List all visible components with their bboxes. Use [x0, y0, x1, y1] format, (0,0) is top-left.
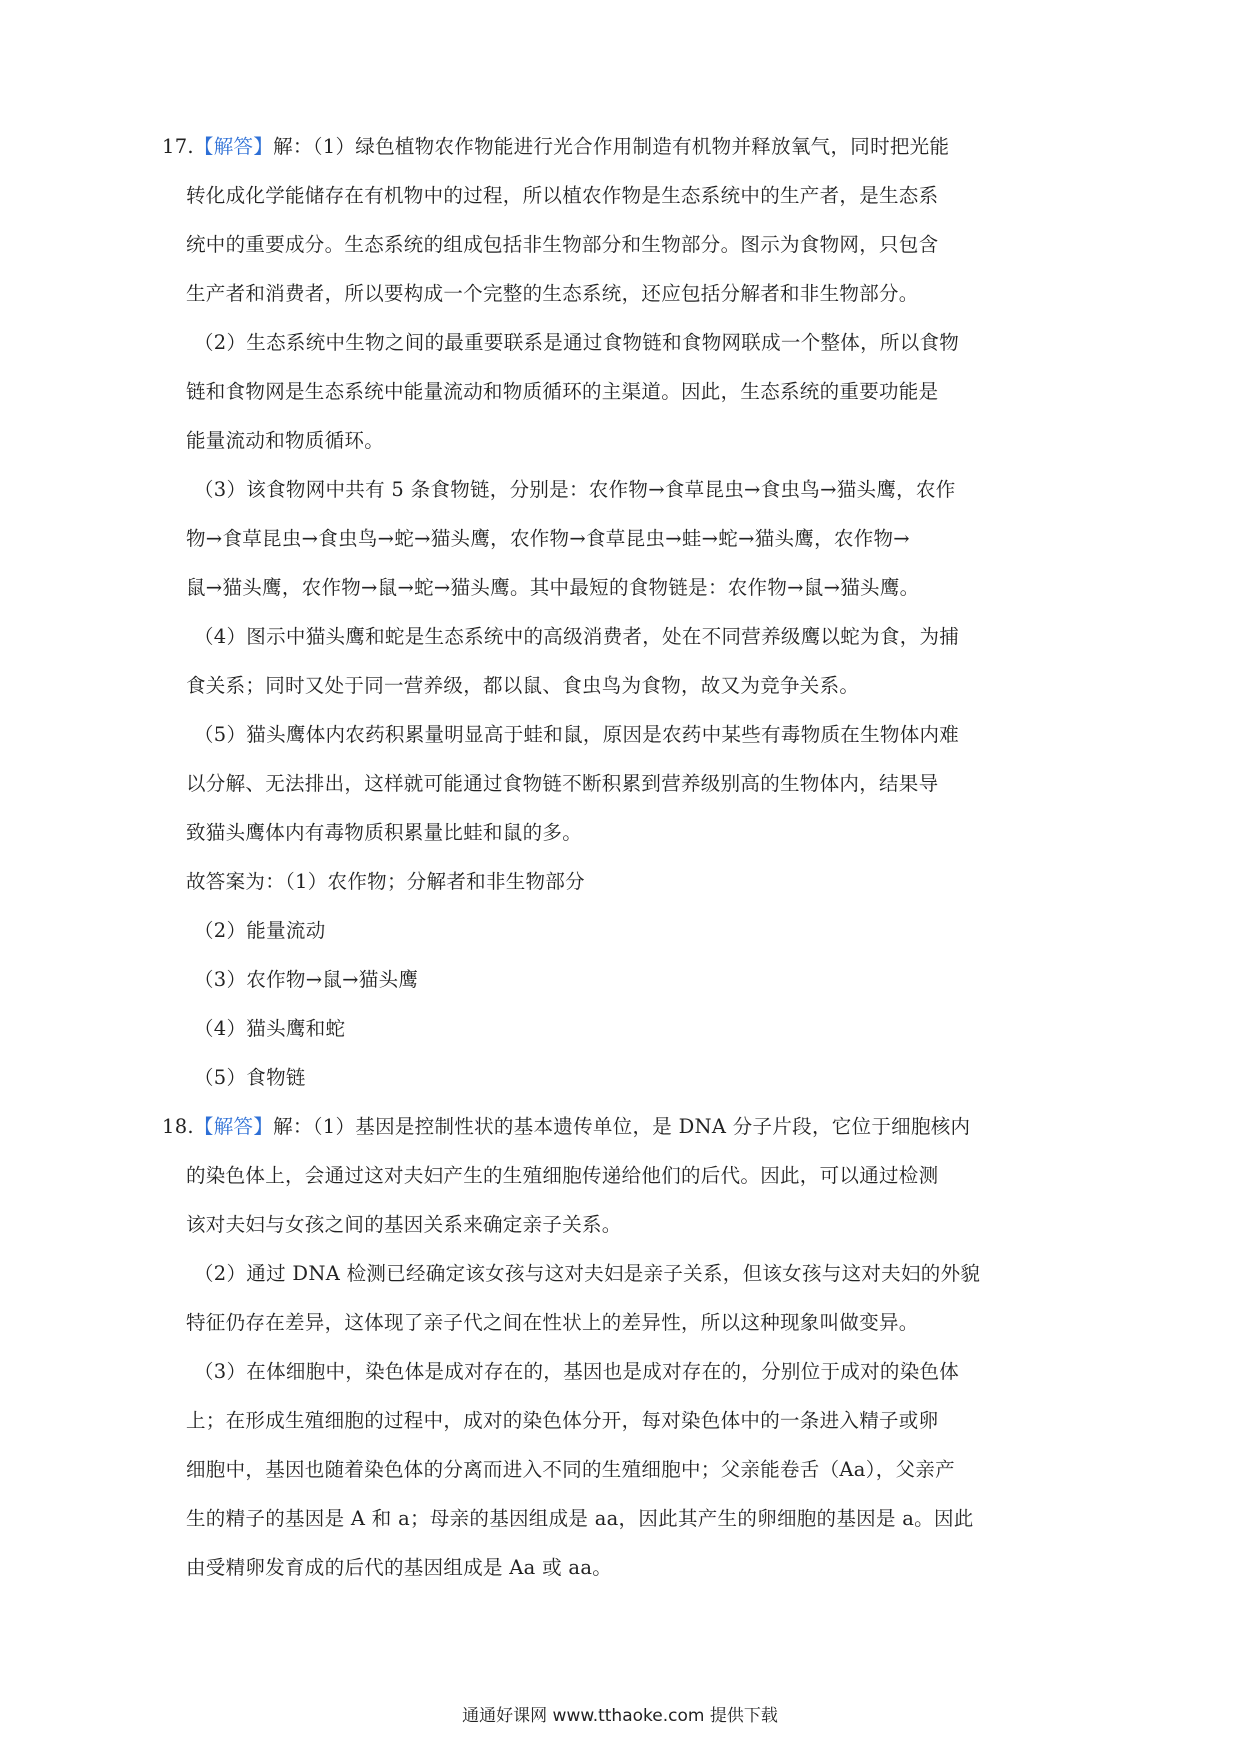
q17-text-line: （2）生态系统中生物之间的最重要联系是通过食物链和食物网联成一个整体，所以食物 — [194, 331, 960, 354]
q17-text-line: （5）猫头鹰体内农药积累量明显高于蛙和鼠，原因是农药中某些有毒物质在生物体内难 — [194, 723, 960, 746]
q18-text-line: 特征仍存在差异，这体现了亲子代之间在性状上的差异性，所以这种现象叫做变异。 — [186, 1311, 919, 1334]
q17-text-line: （4）图示中猫头鹰和蛇是生态系统中的高级消费者，处在不同营养级鹰以蛇为食，为捕 — [194, 625, 960, 648]
q18-text-line: 细胞中，基因也随着染色体的分离而进入不同的生殖细胞中；父亲能卷舌（Aa），父亲产 — [186, 1458, 955, 1481]
page-footer: 通通好课网 www.tthaoke.com 提供下载 — [462, 1706, 778, 1726]
q17-text-line: 物→食草昆虫→食虫鸟→蛇→猫头鹰，农作物→食草昆虫→蛙→蛇→猫头鹰，农作物→ — [186, 527, 910, 550]
question-18 — [162, 1102, 1066, 1592]
q17-text-line: 链和食物网是生态系统中能量流动和物质循环的主渠道。因此，生态系统的重要功能是 — [186, 380, 939, 403]
q17-text-line: 鼠→猫头鹰，农作物→鼠→蛇→猫头鹰。其中最短的食物链是：农作物→鼠→猫头鹰。 — [186, 576, 920, 599]
q17-text-line: 转化成化学能储存在有机物中的过程，所以植农作物是生态系统中的生产者，是生态系 — [186, 184, 939, 207]
q17-text-line: 生产者和消费者，所以要构成一个完整的生态系统，还应包括分解者和非生物部分。 — [186, 282, 919, 305]
q18-text-line: 的染色体上，会通过这对夫妇产生的生殖细胞传递给他们的后代。因此，可以通过检测 — [186, 1164, 939, 1187]
q17-answer-item: （5）食物链 — [194, 1066, 306, 1089]
q17-number: 17. — [162, 135, 194, 158]
q17-answer-intro: 故答案为：（1）农作物；分解者和非生物部分 — [186, 870, 585, 893]
q17-answer-item: （4）猫头鹰和蛇 — [194, 1017, 346, 1040]
q17-text-line: 以分解、无法排出，这样就可能通过食物链不断积累到营养级别高的生物体内，结果导 — [186, 772, 939, 795]
q18-text-line: 上；在形成生殖细胞的过程中，成对的染色体分开，每对染色体中的一条进入精子或卵 — [186, 1409, 939, 1432]
q17-answer-tag: 【解答】 — [193, 135, 274, 158]
q18-text-line: 生的精子的基因是 A 和 a；母亲的基因组成是 aa，因此其产生的卵细胞的基因是 a。因此 — [186, 1507, 974, 1530]
q18-text-line: 由受精卵发育成的后代的基因组成是 Aa 或 aa。 — [186, 1556, 613, 1579]
q17-text-line: （3）该食物网中共有 5 条食物链，分别是：农作物→食草昆虫→食虫鸟→猫头鹰，农作 — [194, 478, 956, 501]
q17-text-line: 能量流动和物质循环。 — [186, 429, 385, 452]
q17-text-line: 致猫头鹰体内有毒物质积累量比蛙和鼠的多。 — [186, 821, 583, 844]
q17-answer-item: （2）能量流动 — [194, 919, 326, 942]
q18-text-line: （3）在体细胞中，染色体是成对存在的，基因也是成对存在的，分别位于成对的染色体 — [194, 1360, 960, 1383]
q18-number: 18. — [162, 1115, 194, 1138]
q17-text-line: 食关系；同时又处于同一营养级，都以鼠、食虫鸟为食物，故又为竞争关系。 — [186, 674, 860, 697]
question-17 — [162, 122, 1066, 1102]
q18-text-line: 该对夫妇与女孩之间的基因关系来确定亲子关系。 — [186, 1213, 622, 1236]
q18-answer-tag: 【解答】 — [193, 1115, 274, 1138]
q18-line-1 — [162, 1102, 1066, 1151]
page-content — [162, 122, 1066, 1592]
q17-text-line: 解：（1）绿色植物农作物能进行光合作用制造有机物并释放氧气，同时把光能 — [273, 135, 950, 158]
q17-answer-item: （3）农作物→鼠→猫头鹰 — [194, 968, 419, 991]
q18-text-line: 解：（1）基因是控制性状的基本遗传单位，是 DNA 分子片段，它位于细胞核内 — [273, 1115, 971, 1138]
q17-text-line: 统中的重要成分。生态系统的组成包括非生物部分和生物部分。图示为食物网，只包含 — [186, 233, 939, 256]
q17-line-1 — [162, 122, 1066, 171]
q18-text-line: （2）通过 DNA 检测已经确定该女孩与这对夫妇是亲子关系，但该女孩与这对夫妇的外貌 — [194, 1262, 981, 1285]
